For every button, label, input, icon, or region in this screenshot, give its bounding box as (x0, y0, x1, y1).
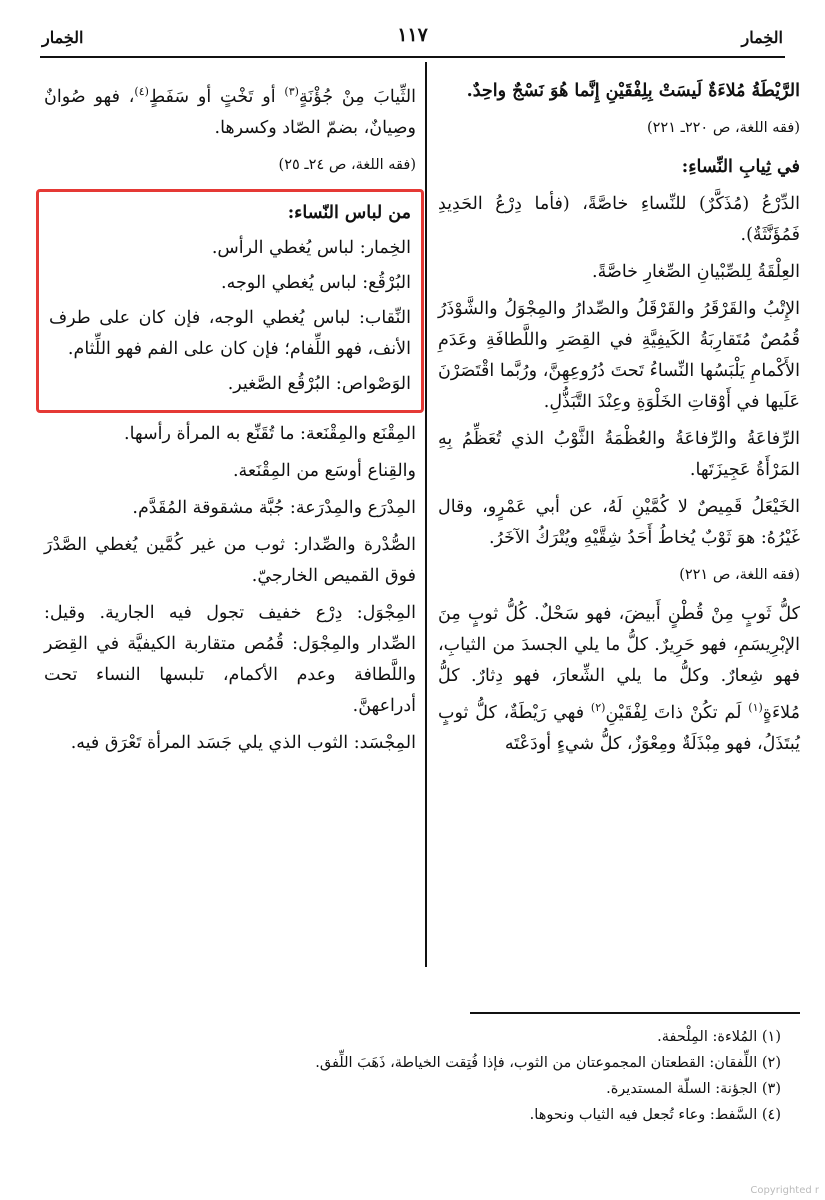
source-citation: (فقه اللغة، ص ٢٤ـ ٢٥) (278, 156, 416, 173)
header-left-title: الخِمار (42, 28, 84, 47)
paragraph-rifaah: الرِّفاعَةُ والرِّفاعَةُ والعُظْمَةُ الثَّوْبُ الذي تُعَظِّمُ بِهِ المَرْأَةُ عَجِيزَتَها. (438, 429, 800, 480)
paragraph-raytah: الرَّيْطَةُ مُلاءَةٌ لَيسَتْ بِلِفْقَيْنِ إِنَّما هُوَ نَسْجٌ واحِدٌ. (466, 81, 800, 101)
footnote-item: (٢) اللِّفقان: القطعتان المجموعتان من الثوب، فإذا فُتِقت الخياطة، ذَهَبَ اللِّفق. (315, 1055, 781, 1071)
source-citation: (فقه اللغة، ص ٢٢١) (679, 567, 800, 583)
box-waswas: الوَصْواص: البُرْقُع الصَّغير. (227, 373, 411, 394)
highlight-box (36, 189, 424, 413)
paragraph-mijwal: المِجْوَل: دِرْع خفيف تجول فيه الجارية. وقيل: الصِّدار والمِجْوَل: قُمُص متقاربة الكيفيَّة في القِصَر واللَّطافة وعدم الأكمام، تلبسها النساء تحت أدراعهنَّ. (44, 602, 416, 716)
left-column (44, 76, 416, 765)
column-divider (425, 62, 427, 967)
footnote-rule (470, 1012, 800, 1014)
section-heading: في ثِيابِ النِّساءِ: (681, 157, 800, 177)
right-column (438, 76, 800, 766)
footnote-item: (٣) الجؤنة: السلّة المستديرة. (606, 1081, 781, 1097)
paragraph-miqna: المِقْنَع والمِقْنَعة: ما تُقَنِّع به المرأة رأسها. (124, 423, 416, 444)
paragraph-sudrah: الصُّدْرة والصِّدار: ثوب من غير كُمَّين يُغطي الصَّدْرَ فوق القميص الخارجيّ. (44, 534, 416, 586)
footnote-ref[interactable]: (٢) (590, 701, 606, 714)
paragraph-itb: الإِتْبُ والقَرْقَرُ والقَرْقَلُ والصِّدارُ والمِجْوَلُ والشَّوْذَرُ قُمُصٌ مُتَقارِبَةُ الكَيفِيَّةِ في القِصَرِ واللَّطافَةِ وعَدَمِ الأَكْمامِ يَلْبَسُها النِّساءُ تَحتَ دُرُوعِهِنَّ، ورُبَّما اقْتَصَرْنَ عَلَيها في أَوْقاتِ الخَلْوَةِ وعِنْدَ التَّبَذُّلِ. (438, 299, 800, 412)
paragraph-ilqah: العِلْقَةُ لِلصِّبْيانِ الصِّغارِ خاصَّةً. (592, 262, 800, 282)
paragraph-dir: الدِّرْعُ (مُذَكَّرٌ) للنِّساءِ خاصَّةً، (فأما دِرْعُ الحَدِيدِ فَمُؤَنَّثَةٌ). (438, 194, 800, 245)
header-right-title: الخِمار (741, 28, 783, 47)
footnote-item: (٤) السَّفط: وعاء تُجعل فيه الثياب ونحوها. (529, 1107, 781, 1123)
box-heading: من لباس النّساء: (287, 202, 411, 223)
paragraph-sahl: كلُّ ثَوبٍ مِنْ قُطْنٍ أَبيضَ، فهو سَحْلٌ. كُلُّ ثوبٍ مِنَ الإبْرِيسَمِ، فهو حَرِيرٌ. كلُّ ما يلي الجسدَ من الثيابِ، فهو شِعارٌ. وكلُّ ما يلي الشِّعارَ، فهو دِثارٌ. كلُّ مُلاءَةٍ$^{(١)}$ لَم تكُنْ ذاتَ لِفْقَيْنِ$^{(٢)}$ فهي رَيْطَةٌ، كلُّ ثوبٍ يُبتَذَلُ، فهو مِبْذَلَةٌ ومِعْوَزٌ، كلُّ شيءٍ أودَعْتَه (438, 604, 800, 754)
footnote-ref[interactable]: (٤) (134, 85, 149, 98)
paragraph-qina: والقِناع أوسَع من المِقْنَعة. (232, 460, 416, 481)
page-number: ١١٧ (397, 24, 428, 46)
footnote-ref[interactable]: (١) (748, 701, 763, 714)
box-khimar: الخِمار: لباس يُغطي الرأس. (211, 237, 411, 258)
paragraph-mijsad: المِجْسَد: الثوب الذي يلي جَسَد المرأة تَعْرَق فيه. (70, 732, 416, 753)
paragraph-siwan: الثِّيابَ مِنْ جُؤْنَةٍ$^{(٣)}$ أو تَخْتٍ أو سَفَطٍ$^{(٤)}$، فهو صُوانٌ وصِيانٌ، بضمّ الصّاد وكسرها. (44, 85, 416, 138)
box-burqu: البُرْقُع: لباس يُغطي الوجه. (221, 272, 411, 293)
footnote-ref[interactable]: (٣) (284, 85, 299, 98)
box-niqab: النِّقاب: لباس يُغطي الوجه، فإن كان على طرف الأنف، فهو اللِّفام؛ فإن كان على الفم فهو اللِّثام. (49, 307, 411, 359)
paragraph-midra: المِدْرَع والمِدْرَعة: جُبَّة مشقوقة المُقَدَّم. (132, 497, 416, 518)
footnotes (131, 1026, 781, 1130)
page-header (40, 22, 785, 58)
paragraph-khayal: الخَيْعَلُ قَمِيصٌ لا كُمَّيْنِ لَهُ، عن أبي عَمْرٍو، وقال غَيْرُهُ: هوَ ثَوْبٌ يُخاطُ أَحَدُ شِقَّيْهِ ويُتْرَكُ الآخَرُ. (438, 497, 800, 548)
watermark: Copyrighted r (750, 1185, 819, 1196)
footnote-item: (١) المُلاءة: المِلْحفة. (657, 1029, 781, 1045)
source-citation: (فقه اللغة، ص ٢٢٠ـ ٢٢١) (646, 120, 800, 136)
